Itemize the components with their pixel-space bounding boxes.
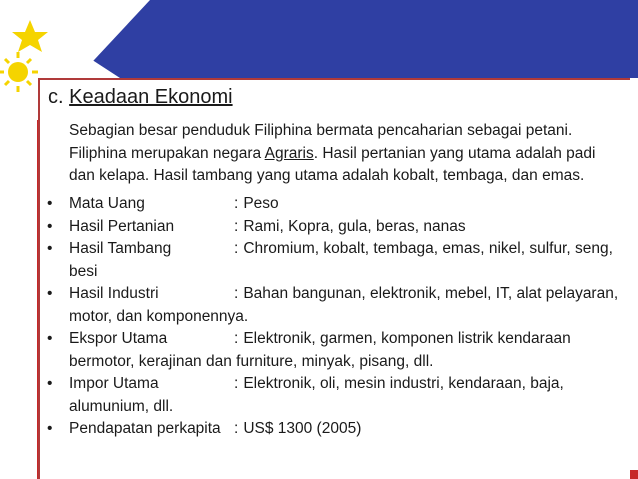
item-label: Mata Uang	[69, 195, 145, 212]
bullet: •	[47, 240, 53, 257]
item-separator: :	[234, 285, 239, 302]
bullet: •	[47, 195, 53, 212]
item-value: Elektronik, garmen, komponen listrik kendaraan bermotor, kerajinan dan furniture, minyak, pisang, dll.	[69, 330, 571, 370]
list-item	[40, 193, 629, 216]
item-value: US$ 1300 (2005)	[243, 420, 362, 437]
item-label: Impor Utama	[69, 375, 159, 392]
bullet: •	[47, 420, 53, 437]
item-separator: :	[234, 420, 239, 437]
item-separator: :	[234, 240, 239, 257]
item-label: Hasil Industri	[69, 285, 159, 302]
title-prefix: c.	[48, 86, 70, 108]
item-value: Bahan bangunan, elektronik, mebel, IT, alat pelayaran, motor, dan komponennya.	[69, 285, 619, 325]
intro-after: . Hasil pertanian yang utama adalah padi dan kelapa. Hasil tambang yang utama adalah kobalt, tembaga, dan emas.	[69, 144, 596, 184]
bullet: •	[47, 375, 53, 392]
list-item	[40, 283, 629, 328]
list-item	[40, 216, 629, 239]
item-separator: :	[234, 217, 239, 235]
content-card	[38, 78, 630, 479]
intro-before: Sebagian besar penduduk Filiphina bermata pencaharian sebagai petani. Filiphina merupakan negara	[69, 122, 573, 162]
item-label: Hasil Pertanian	[69, 217, 175, 235]
item-value: Chromium, kobalt, tembaga, emas, nikel, sulfur, seng, besi	[69, 240, 613, 280]
list-item	[40, 373, 629, 418]
bullet: •	[47, 285, 53, 302]
list-item	[40, 238, 629, 283]
intro-paragraph	[69, 120, 624, 188]
item-value: Peso	[243, 195, 279, 212]
list-item	[40, 418, 629, 441]
item-separator: :	[234, 195, 239, 212]
item-label: Hasil Tambang	[69, 240, 172, 257]
title-text: Keadaan Ekonomi	[69, 86, 233, 108]
slide-title	[48, 86, 233, 109]
agraris-link[interactable]: Agraris	[264, 144, 314, 162]
list-item	[40, 328, 629, 373]
item-value: Rami, Kopra, gula, beras, nanas	[243, 217, 466, 235]
item-label: Ekspor Utama	[69, 330, 168, 347]
item-label: Pendapatan perkapita	[69, 420, 221, 437]
economy-list	[40, 193, 632, 441]
item-value: Elektronik, oli, mesin industri, kendaraan, baja, alumunium, dll.	[69, 375, 564, 415]
bullet: •	[47, 330, 53, 347]
item-separator: :	[234, 375, 239, 392]
bullet: •	[47, 217, 53, 235]
item-separator: :	[234, 330, 239, 347]
